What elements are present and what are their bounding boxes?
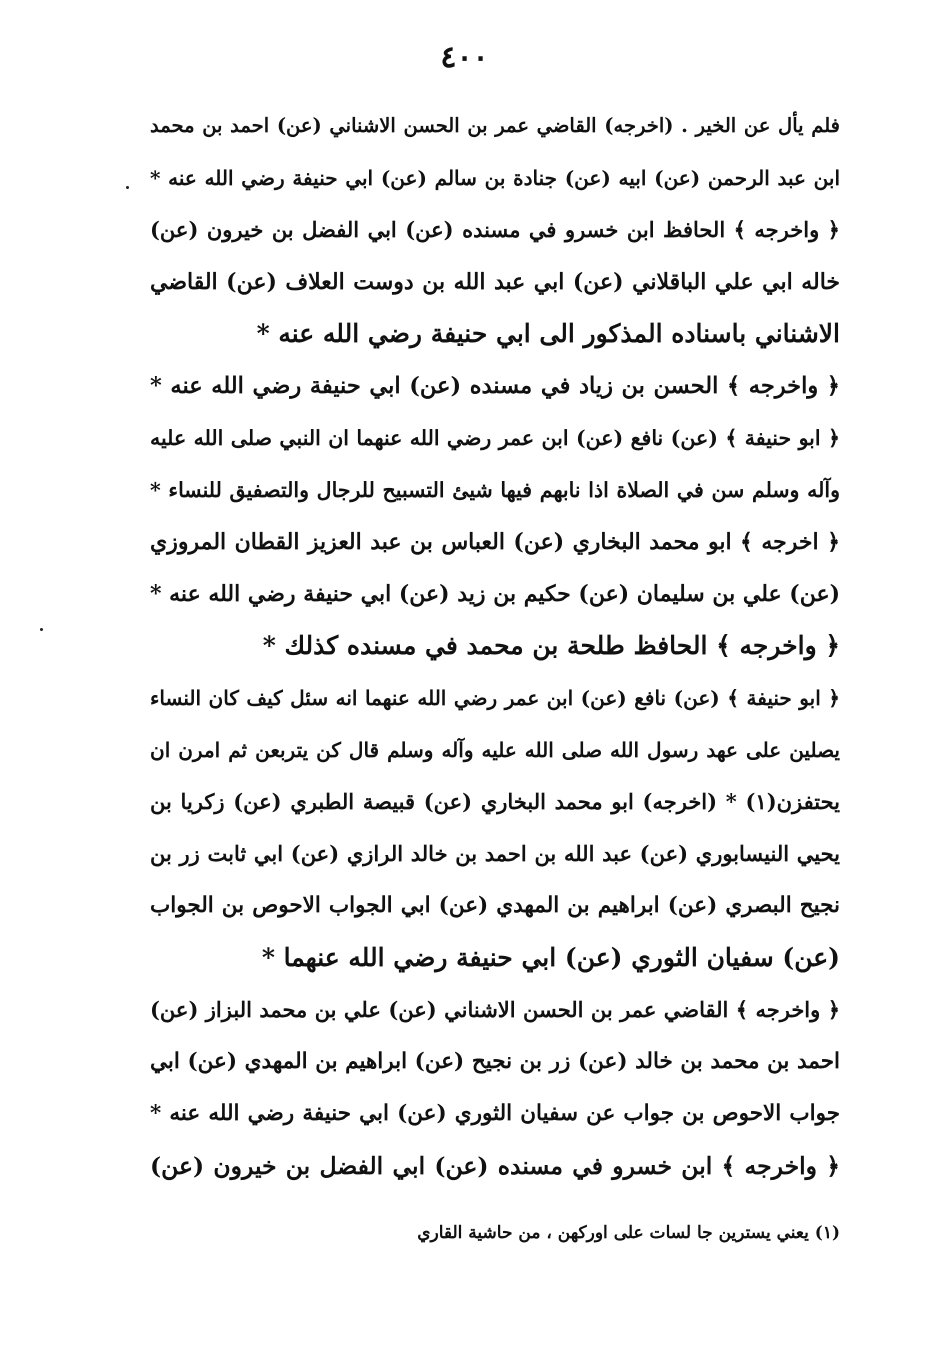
scan-speck [126, 186, 129, 189]
text-line: ﴿ واخرجه ﴾ الحافظ طلحة بن محمد في مسنده كذلك * [262, 631, 840, 660]
footnote: (١) يعني يسترين جا لسات على اورکهن ، من حاشية القاري [417, 1223, 840, 1243]
text-line: الاشناني باسناده المذكور الى ابي حنيفة رضي الله عنه * [256, 319, 840, 348]
text-line: (عن) علي بن سليمان (عن) حكيم بن زيد (عن) ابي حنيفة رضي الله عنه * [150, 581, 840, 607]
text-line: ﴿ واخرجه ﴾ القاضي عمر بن الحسن الاشناني (عن) علي بن محمد البزاز (عن) [150, 997, 840, 1022]
text-line: يصلين على عهد رسول الله صلى الله عليه وآله وسلم قال كن يتربعن ثم امرن ان [150, 738, 840, 762]
text-line: احمد بن محمد بن خالد (عن) زر بن نجيح (عن) ابراهيم بن المهدي (عن) ابي [150, 1049, 840, 1074]
text-line: ﴿ واخرجه ﴾ الحافظ ابن خسرو في مسنده (عن) ابي الفضل بن خيرون (عن) [150, 217, 840, 242]
scan-speck [40, 628, 43, 631]
text-line: وآله وسلم سن في الصلاة اذا نابهم فيها شيئ التسبيح للرجال والتصفيق للنساء * [150, 478, 840, 502]
text-line: (عن) سفيان الثوري (عن) ابي حنيفة رضي الله عنهما * [261, 943, 840, 972]
text-line: ﴿ ابو حنيفة ﴾ (عن) نافع (عن) ابن عمر رضي الله عنهما ان النبي صلى الله عليه [150, 426, 840, 450]
page-number: ٤٠٠ [440, 40, 489, 75]
text-line: ﴿ ابو حنيفة ﴾ (عن) نافع (عن) ابن عمر رضي الله عنهما انه سئل كيف كان النساء [150, 686, 840, 710]
text-line: نجيح البصري (عن) ابراهيم بن المهدي (عن) ابي الجواب الاحوص بن الجواب [150, 893, 840, 918]
text-line: خاله ابي علي الباقلاني (عن) ابي عبد الله بن دوست العلاف (عن) القاضي [150, 269, 840, 295]
text-line: ﴿ اخرجه ﴾ ابو محمد البخاري (عن) العباس بن عبد العزيز القطان المروزي [150, 529, 840, 555]
text-line: جواب الاحوص بن جواب عن سفيان الثوري (عن) ابي حنيفة رضي الله عنه * [150, 1101, 840, 1126]
text-line: يحتفزن(١) * (اخرجه) ابو محمد البخاري (عن) قبيصة الطبري (عن) زكريا بن [150, 789, 840, 814]
text-line: ﴿ واخرجه ﴾ ابن خسرو في مسنده (عن) ابي الفضل بن خيرون (عن) [150, 1152, 840, 1180]
text-line: ﴿ واخرجه ﴾ الحسن بن زياد في مسنده (عن) ابي حنيفة رضي الله عنه * [150, 373, 840, 399]
text-line: فلم يأل عن الخير . (اخرجه) القاضي عمر بن الحسن الاشناني (عن) احمد بن محمد [150, 114, 840, 137]
main-text-block [150, 100, 840, 1192]
text-line: ابن عبد الرحمن (عن) ابيه (عن) جنادة بن سالم (عن) ابي حنيفة رضي الله عنه * [150, 166, 840, 190]
text-line: يحيي النيسابوري (عن) عبد الله بن احمد بن خالد الرازي (عن) ابي ثابت زر بن [150, 841, 840, 866]
